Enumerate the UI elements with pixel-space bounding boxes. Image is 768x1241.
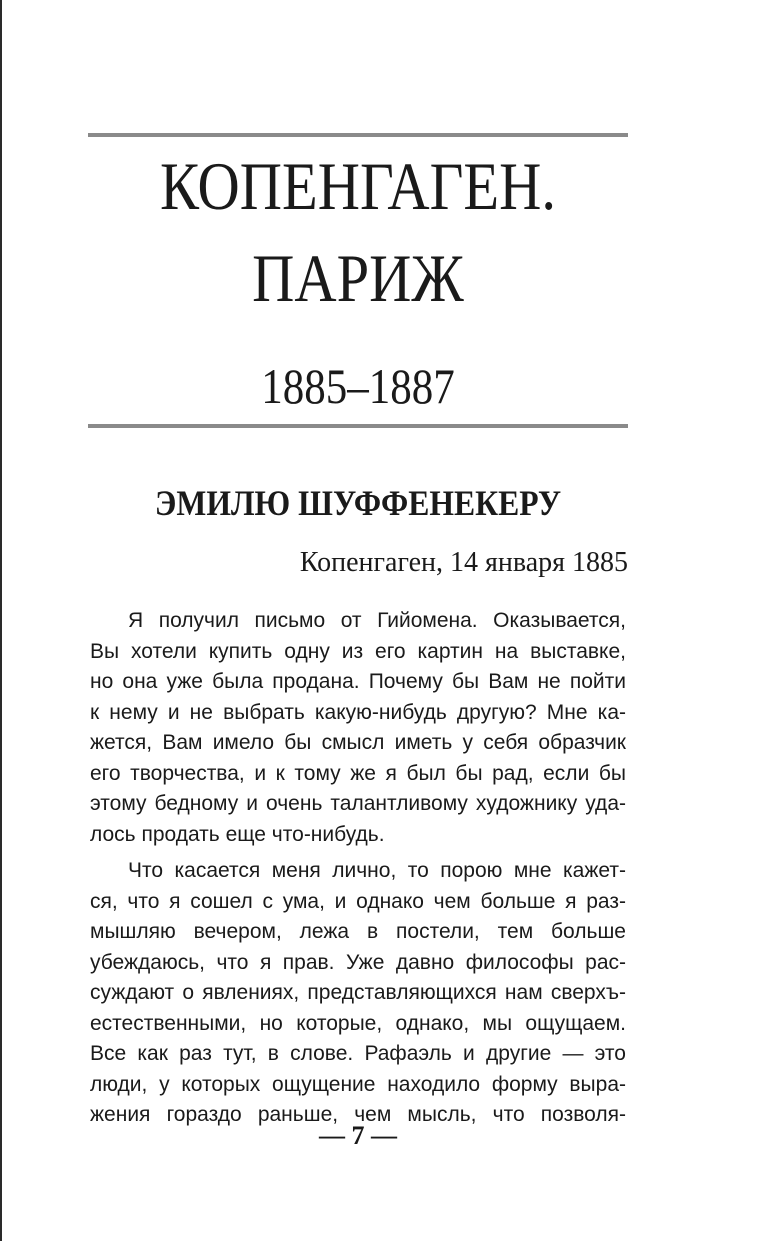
text-line: убеждаюсь, что я прав. Уже давно философы рас- <box>90 950 626 974</box>
text-line: жется, Вам имело бы смысл иметь у себя образчик <box>90 731 626 754</box>
text-line: этому бедному и очень талантливому художнику уда- <box>90 792 626 815</box>
page-edge <box>0 0 2 1241</box>
chapter-title-line-1: КОПЕНГАГЕН. <box>159 148 557 224</box>
text-line: ся, что я сошел с ума, и однако чем больше я раз- <box>90 889 626 913</box>
text-line: к нему и не выбрать какую-нибудь другую? Мне ка- <box>90 700 626 724</box>
text-line: Что касается меня лично, то порою мне кажет- <box>128 859 626 882</box>
top-rule <box>88 133 628 137</box>
paragraph-2 <box>90 856 626 1131</box>
chapter-years: 1885–1887 <box>261 358 455 414</box>
chapter-title-line-2: ПАРИЖ <box>252 240 464 316</box>
text-line: люди, у которых ощущение находило форму выра- <box>90 1072 626 1096</box>
letter-place-date: Копенгаген, 14 января 1885 <box>299 547 628 578</box>
text-line: лось продать еще что-нибудь. <box>90 822 385 846</box>
letter-body <box>90 606 626 1131</box>
page-number: — 7 — <box>319 1121 397 1150</box>
text-line: Вы хотели купить одну из его картин на выставке, <box>90 639 626 663</box>
text-line: суждают о явлениях, представляющихся нам сверхъ- <box>90 981 626 1004</box>
letter-addressee: ЭМИЛЮ ШУФФЕНЕКЕРУ <box>154 483 562 523</box>
text-line: жения гораздо раньше, чем мысль, что позволя- <box>90 1103 626 1126</box>
text-line: Все как раз тут, в слове. Рафаэль и другие — это <box>90 1042 626 1065</box>
text-line: Я получил письмо от Гийомена. Оказывается, <box>128 609 626 632</box>
bottom-rule <box>88 424 628 428</box>
chapter-title <box>126 140 590 324</box>
text-line: но она уже была продана. Почему бы Вам не пойти <box>90 670 626 693</box>
text-line: мышляю вечером, лежа в постели, тем больше <box>90 920 626 943</box>
paragraph-1 <box>90 606 626 850</box>
text-line: естественными, но которые, однако, мы ощущаем. <box>90 1011 626 1035</box>
text-line: его творчества, и к тому же я был бы рад, если бы <box>90 761 626 785</box>
